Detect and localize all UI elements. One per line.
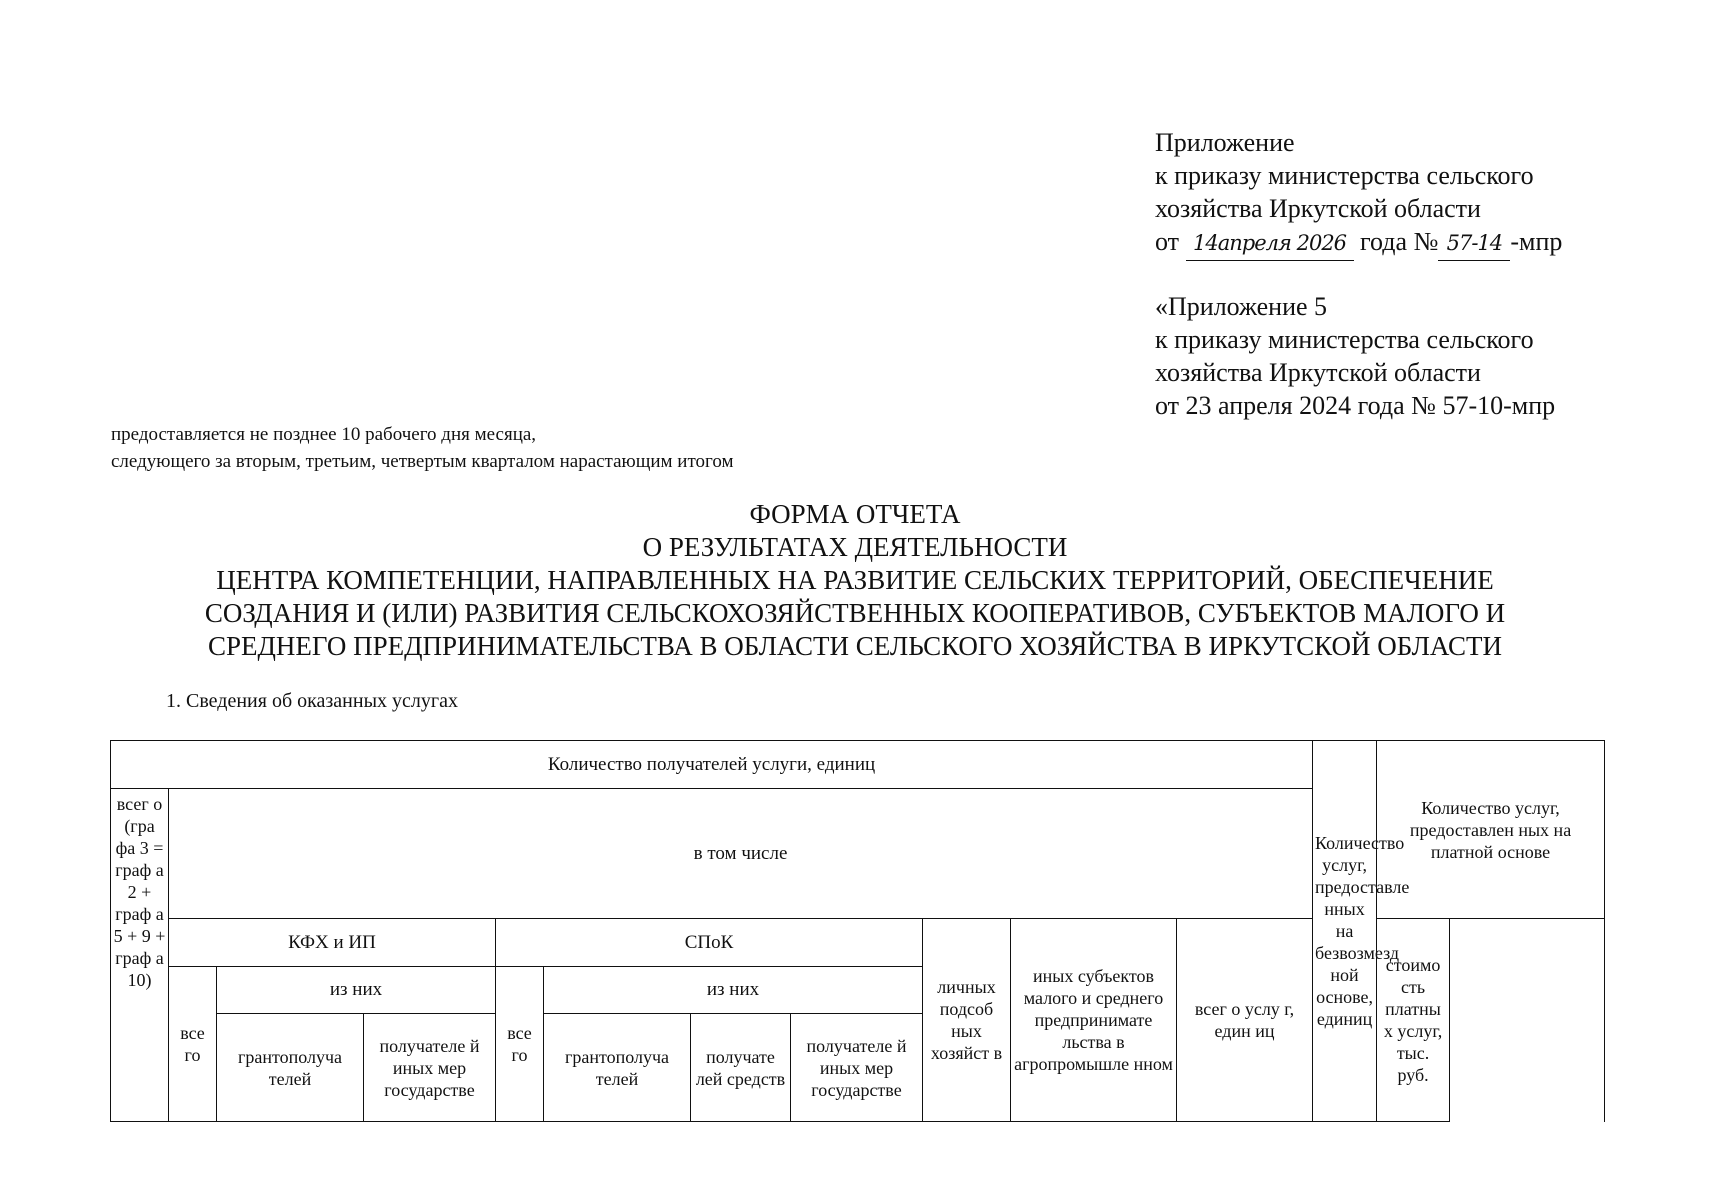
handwritten-number: 57-14	[1438, 227, 1510, 261]
original-appendix-line: «Приложение 5	[1155, 292, 1328, 321]
title-line: ЦЕНТРА КОМПЕТЕНЦИИ, НАПРАВЛЕННЫХ НА РАЗВИТИЕ СЕЛЬСКИХ ТЕРРИТОРИЙ, ОБЕСПЕЧЕНИЕ	[216, 565, 1494, 595]
title-line: О РЕЗУЛЬТАТАХ ДЕЯТЕЛЬНОСТИ	[642, 532, 1068, 562]
services-table	[110, 740, 1605, 1122]
original-appendix-line: хозяйства Иркутской области	[1155, 358, 1481, 387]
appendix-line: к приказу министерства сельского	[1155, 161, 1534, 190]
kfh-grant-header: грантополуча телей	[217, 1014, 364, 1122]
title-line: СРЕДНЕГО ПРЕДПРИНИМАТЕЛЬСТВА В ОБЛАСТИ СЕЛЬСКОГО ХОЗЯЙСТВА В ИРКУТСКОЙ ОБЛАСТИ	[207, 631, 1503, 661]
paid-cost-header: стоимо сть платны х услуг, тыс. руб.	[1377, 919, 1450, 1122]
spok-other-measures-header: получателе й иных мер государстве	[791, 1014, 923, 1122]
title-line: ФОРМА ОТЧЕТА	[749, 499, 961, 529]
date-mid: года №	[1360, 227, 1439, 256]
spok-total-header: все го	[496, 967, 544, 1122]
appendix-header	[1155, 126, 1562, 261]
appendix-line: Приложение	[1155, 128, 1295, 157]
submission-note	[111, 421, 734, 475]
other-subjects-header: иных субъектов малого и среднего предпринимате льства в агропромышле нном	[1011, 919, 1177, 1122]
spok-header: СПоК	[496, 919, 923, 967]
spok-of-which-header: из них	[544, 967, 923, 1014]
section-heading: 1. Сведения об оказанных услугах	[166, 690, 458, 712]
including-header: в том числе	[169, 789, 1313, 919]
handwritten-date: 14апреля 2026	[1186, 227, 1354, 261]
recipients-header: Количество получателей услуги, единиц	[111, 741, 1313, 789]
free-services-header: Количество услуг, предоставле нных на безвозмезд ной основе, единиц	[1313, 741, 1377, 1122]
spok-grant-header: грантополуча телей	[544, 1014, 691, 1122]
form-title	[120, 498, 1590, 663]
personal-farms-header: личных подсоб ных хозяйст в	[923, 919, 1011, 1122]
spok-funds-header: получате лей средств	[691, 1014, 791, 1122]
appendix-line: хозяйства Иркутской области	[1155, 194, 1481, 223]
original-appendix	[1155, 290, 1555, 422]
original-appendix-line: к приказу министерства сельского	[1155, 325, 1534, 354]
date-prefix: от	[1155, 227, 1180, 256]
kfh-other-measures-header: получателе й иных мер государстве	[364, 1014, 496, 1122]
note-line: предоставляется не позднее 10 рабочего дня месяца,	[111, 424, 537, 445]
appendix-date-line	[1155, 225, 1562, 261]
paid-total-header: всег о услу г, един иц	[1177, 919, 1313, 1122]
number-suffix: -мпр	[1510, 227, 1563, 256]
paid-services-header: Количество услуг, предоставлен ных на платной основе	[1377, 741, 1605, 919]
kfh-of-which-header: из них	[217, 967, 496, 1014]
note-line: следующего за вторым, третьим, четвертым кварталом нарастающим итогом	[111, 451, 734, 472]
title-line: СОЗДАНИЯ И (ИЛИ) РАЗВИТИЯ СЕЛЬСКОХОЗЯЙСТВЕННЫХ КООПЕРАТИВОВ, СУБЪЕКТОВ МАЛОГО И	[204, 598, 1506, 628]
kfh-total-header: все го	[169, 967, 217, 1122]
kfh-ip-header: КФХ и ИП	[169, 919, 496, 967]
original-appendix-line: от 23 апреля 2024 года № 57-10-мпр	[1155, 391, 1556, 420]
total-recipients-header: всег о (гра фа 3 = граф а 2 + граф а 5 + 9 + граф а 10)	[111, 789, 169, 1122]
